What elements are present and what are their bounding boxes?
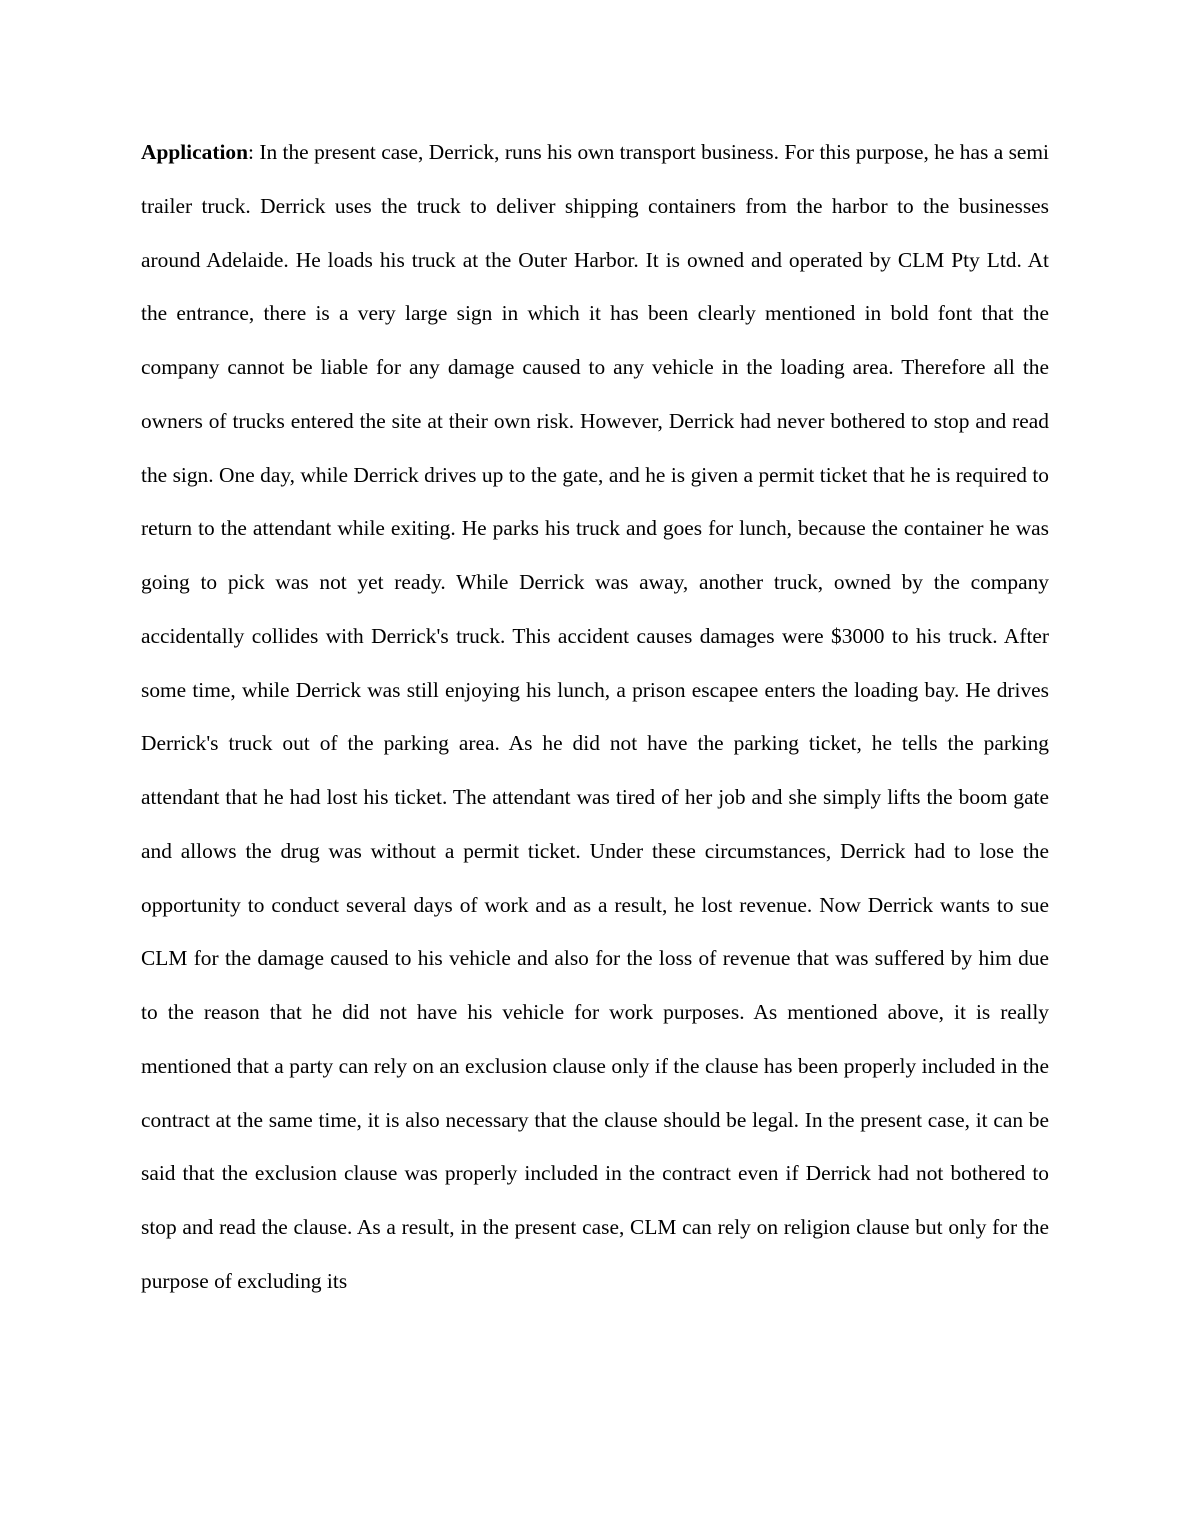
application-heading: Application <box>141 140 248 164</box>
application-paragraph <box>141 126 1049 1309</box>
paragraph-body: In the present case, Derrick, runs his own transport business. For this purpose, he has a semi trailer truck. Derrick uses the truck to deliver shipping containers from the harbor to the businesses around Adelaide. He loads his truck at the Outer Harbor. It is owned and operated by CLM Pty Ltd. At the entrance, there is a very large sign in which it has been clearly mentioned in bold font that the company cannot be liable for any damage caused to any vehicle in the loading area. Therefore all the owners of trucks entered the site at their own risk. However, Derrick had never bothered to stop and read the sign. One day, while Derrick drives up to the gate, and he is given a permit ticket that he is required to return to the attendant while exiting. He parks his truck and goes for lunch, because the container he was going to pick was not yet ready. While Derrick was away, another truck, owned by the company accidentally collides with Derrick's truck. This accident causes damages were $3000 to his truck. After some time, while Derrick was still enjoying his lunch, a prison escapee enters the loading bay. He drives Derrick's truck out of the parking area. As he did not have the parking ticket, he tells the parking attendant that he had lost his ticket. The attendant was tired of her job and she simply lifts the boom gate and allows the drug was without a permit ticket. Under these circumstances, Derrick had to lose the opportunity to conduct several days of work and as a result, he lost revenue. Now Derrick wants to sue CLM for the damage caused to his vehicle and also for the loss of revenue that was suffered by him due to the reason that he did not have his vehicle for work purposes. As mentioned above, it is really mentioned that a party can rely on an exclusion clause only if the clause has been properly included in the contract at the same time, it is also necessary that the clause should be legal. In the present case, it can be said that the exclusion clause was properly included in the contract even if Derrick had not bothered to stop and read the clause. As a result, in the present case, CLM can rely on religion clause but only for the purpose of excluding its <box>141 140 1049 1293</box>
heading-colon: : <box>247 140 254 164</box>
